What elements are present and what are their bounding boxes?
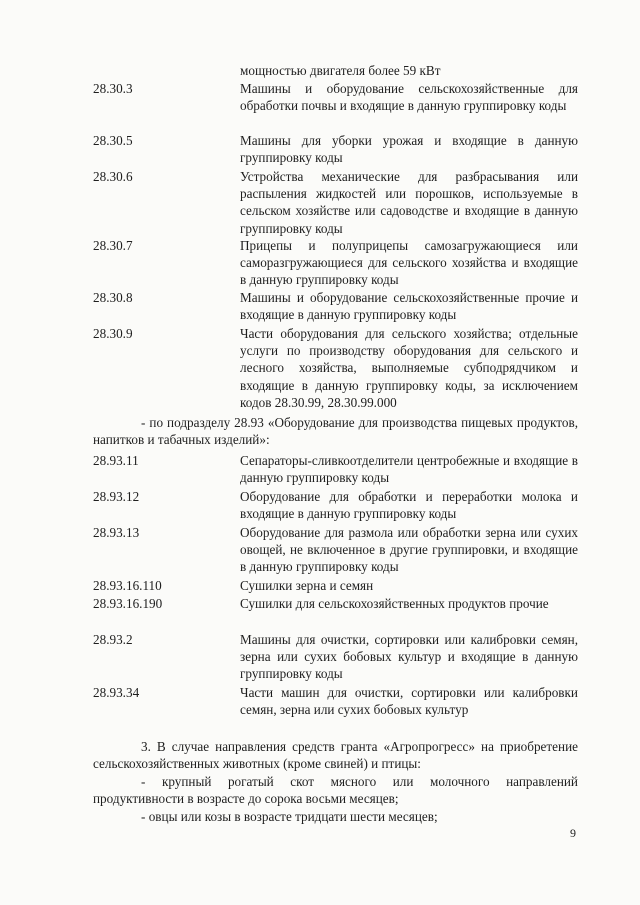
table-row	[93, 168, 578, 237]
code-cell: 28.93.16.190	[93, 596, 163, 611]
table-row	[93, 631, 578, 684]
table-row	[93, 289, 578, 325]
bullet-cattle: - крупный рогатый скот мясного или молочного направлений продуктивности в возрасте до сорока восьми месяцев;	[93, 774, 578, 807]
table-row	[93, 488, 578, 524]
code-cell: 28.93.12	[93, 489, 140, 504]
table-row	[93, 595, 578, 631]
description-cell: Машины для уборки урожая и входящие в данную группировку коды	[240, 133, 578, 166]
description-cell: Устройства механические для разбрасывания или распыления жидкостей или порошков, используемые в сельском хозяйстве или садоводстве и входящие в данную группировку коды	[240, 169, 578, 236]
continuation-line: мощностью двигателя более 59 кВт	[240, 63, 441, 78]
code-cell: 28.93.13	[93, 525, 140, 540]
table-row	[93, 524, 578, 577]
description-cell: Машины для очистки, сортировки или калибровки семян, зерна или сухих бобовых культур и входящие в данную группировку коды	[240, 632, 578, 682]
code-cell: 28.93.34	[93, 685, 140, 700]
okpd-table-2	[93, 452, 578, 720]
table-row	[93, 132, 578, 168]
table-row	[93, 684, 578, 720]
description-cell: Сушилки для сельскохозяйственных продуктов прочие	[240, 596, 549, 611]
code-cell: 28.30.6	[93, 169, 133, 184]
description-cell: Машины и оборудование сельскохозяйственные для обработки почвы и входящие в данную группировку коды	[240, 81, 578, 114]
table-row	[93, 325, 578, 411]
description-cell: Части оборудования для сельского хозяйства; отдельные услуги по производству оборудования для сельского и лесного хозяйства, выполняемые субподрядчиком и входящие в данную группировку коды, за исключением кодов 28.30.99, 28.30.99.000	[240, 326, 578, 410]
description-cell: Сепараторы-сливкоотделители центробежные и входящие в данную группировку коды	[240, 453, 578, 486]
code-cell: 28.30.5	[93, 133, 133, 148]
code-cell: 28.30.3	[93, 81, 133, 96]
description-cell: Прицепы и полуприцепы самозагружающиеся или саморазгружающиеся для сельского хозяйства и входящие в данную группировку коды	[240, 238, 578, 288]
bullet-sheep-goats: - овцы или козы в возрасте тридцати шести месяцев;	[141, 809, 438, 824]
code-cell: 28.30.9	[93, 326, 133, 341]
subsection-intro: - по подразделу 28.93 «Оборудование для производства пищевых продуктов, напитков и табачных изделий»:	[93, 415, 578, 448]
code-cell: 28.93.2	[93, 632, 133, 647]
table-row	[93, 452, 578, 488]
okpd-table-1	[93, 80, 578, 411]
code-cell: 28.30.7	[93, 238, 133, 253]
table-row	[93, 80, 578, 132]
table-row	[93, 577, 578, 595]
description-cell: Оборудование для размола или обработки зерна или сухих овощей, не включенное в другие группировки, и входящие в данную группировку коды	[240, 525, 578, 575]
paragraph-3: 3. В случае направления средств гранта «Агропрогресс» на приобретение сельскохозяйственных животных (кроме свиней) и птицы:	[93, 739, 578, 772]
description-cell: Машины и оборудование сельскохозяйственные прочие и входящие в данную группировку коды	[240, 290, 578, 323]
page-number: 9	[570, 826, 576, 840]
table-row	[93, 237, 578, 289]
description-cell: Оборудование для обработки и переработки молока и входящие в данную группировку коды	[240, 489, 578, 522]
code-cell: 28.30.8	[93, 290, 133, 305]
description-cell: Части машин для очистки, сортировки или калибровки семян, зерна или сухих бобовых культур	[240, 685, 578, 718]
description-cell: Сушилки зерна и семян	[240, 578, 374, 593]
code-cell: 28.93.11	[93, 453, 139, 468]
code-cell: 28.93.16.110	[93, 578, 162, 593]
